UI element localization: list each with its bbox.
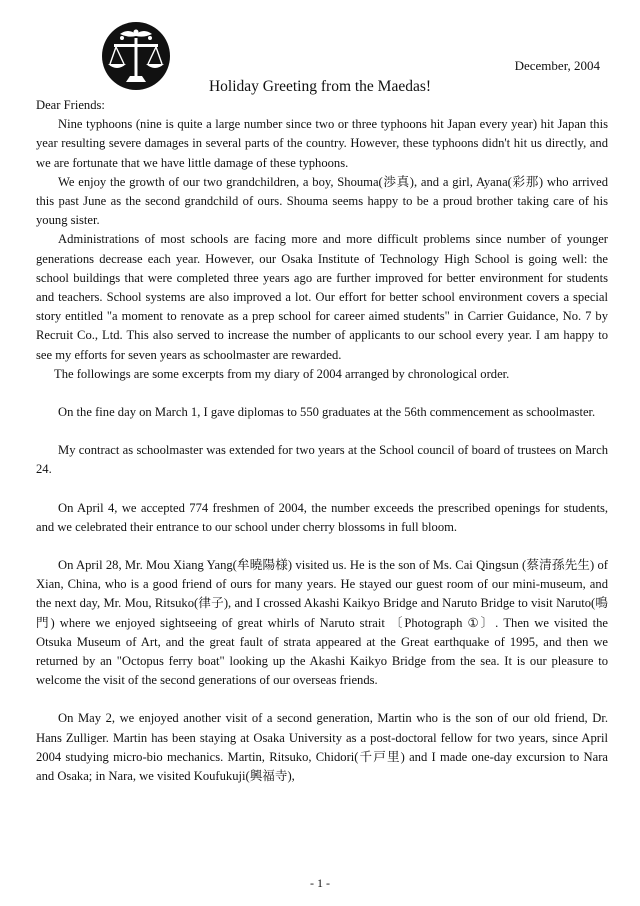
salutation: Dear Friends: xyxy=(36,98,105,112)
page-number: - 1 - xyxy=(310,876,330,890)
letter-body xyxy=(36,96,608,786)
letter-title: Holiday Greeting from the Maedas! xyxy=(208,78,432,95)
diary-entry-april-28: On April 28, Mr. Mou Xiang Yang(牟曉陽様) visited us. He is the son of Ms. Cai Qingsun (蔡清孫先生) of Xian, China, who is a good friend of ours for many years. He stayed our guest room of our mini-museum, and the next day, Mr. Mou, Ritsuko(律子), and I crossed Akashi Kaikyo Bridge and Naruto Bridge to visit Naruto(鳴門) where we enjoyed sightseeing of great whirls of Naruto strait 〔Photograph ①〕. Then we visited the Otsuka Museum of Art, and the great fault of strata appeared at the Great earthquake of 1995, and then we returned by an "Octopus ferry boat" looking up the Akashi Kaikyo Bridge from the sea. It is our pleasure to welcome the visit of the second generations of our overseas friends. xyxy=(36,558,608,688)
diary-entry-march-1: On the fine day on March 1, I gave diplomas to 550 graduates at the 56th commencement as schoolmaster. xyxy=(58,405,596,420)
diary-entry-may-2: On May 2, we enjoyed another visit of a second generation, Martin who is the son of our old friend, Dr. Hans Zulliger. Martin has been staying at Osaka University as a post-doctoral fellow for two years, since April 2004 studying micro-bio mechanics. Martin, Ritsuko, Chidori(千戸里) and I made one-day excursion to Nara and Osaka; in Nara, we visited Koufukuji(興福寺), xyxy=(36,711,608,784)
letter-date: December, 2004 xyxy=(514,58,600,73)
paragraph-school: Administrations of most schools are facing more and more difficult problems since number of younger generations decrease each year. However, our Osaka Institute of Technology High School is going well: the school buildings that were completed three years ago are further improved for better environment for students and teachers. School systems are also improved a lot. Our effort for better school environment covers a special story entitled "a moment to renovate as a prep school for career aimed students" in Carrier Guidance, No. 7 by Recruit Co., Ltd. This also served to increase the number of applicants to our school every year. I am happy to see my efforts for seven years as schoolmaster are rewarded. xyxy=(36,232,608,362)
diary-entry-march-24: My contract as schoolmaster was extended for two years at the School council of board of trustees on March 24. xyxy=(36,443,608,477)
paragraph-grandchildren: We enjoy the growth of our two grandchildren, a boy, Shouma(渉真), and a girl, Ayana(彩那) who arrived this past June as the second grandchild of ours. Shouma seems happy to be a proud brother taking care of his young sister. xyxy=(36,174,608,228)
paragraph-diary-intro: The followings are some excerpts from my diary of 2004 arranged by chronological order. xyxy=(54,366,510,381)
paragraph-typhoons: Nine typhoons (nine is quite a large number since two or three typhoons hit Japan every year) hit Japan this year resulting severe damages in several parts of the country. However, these typhoons didn't hit us directly, and we are fortunate that we have little damage of these typhoons. xyxy=(36,117,608,170)
diary-entry-april-4: On April 4, we accepted 774 freshmen of 2004, the number exceeds the prescribed openings for students, and we celebrated their entrance to our school under cherry blossoms in full bloom. xyxy=(36,500,608,534)
